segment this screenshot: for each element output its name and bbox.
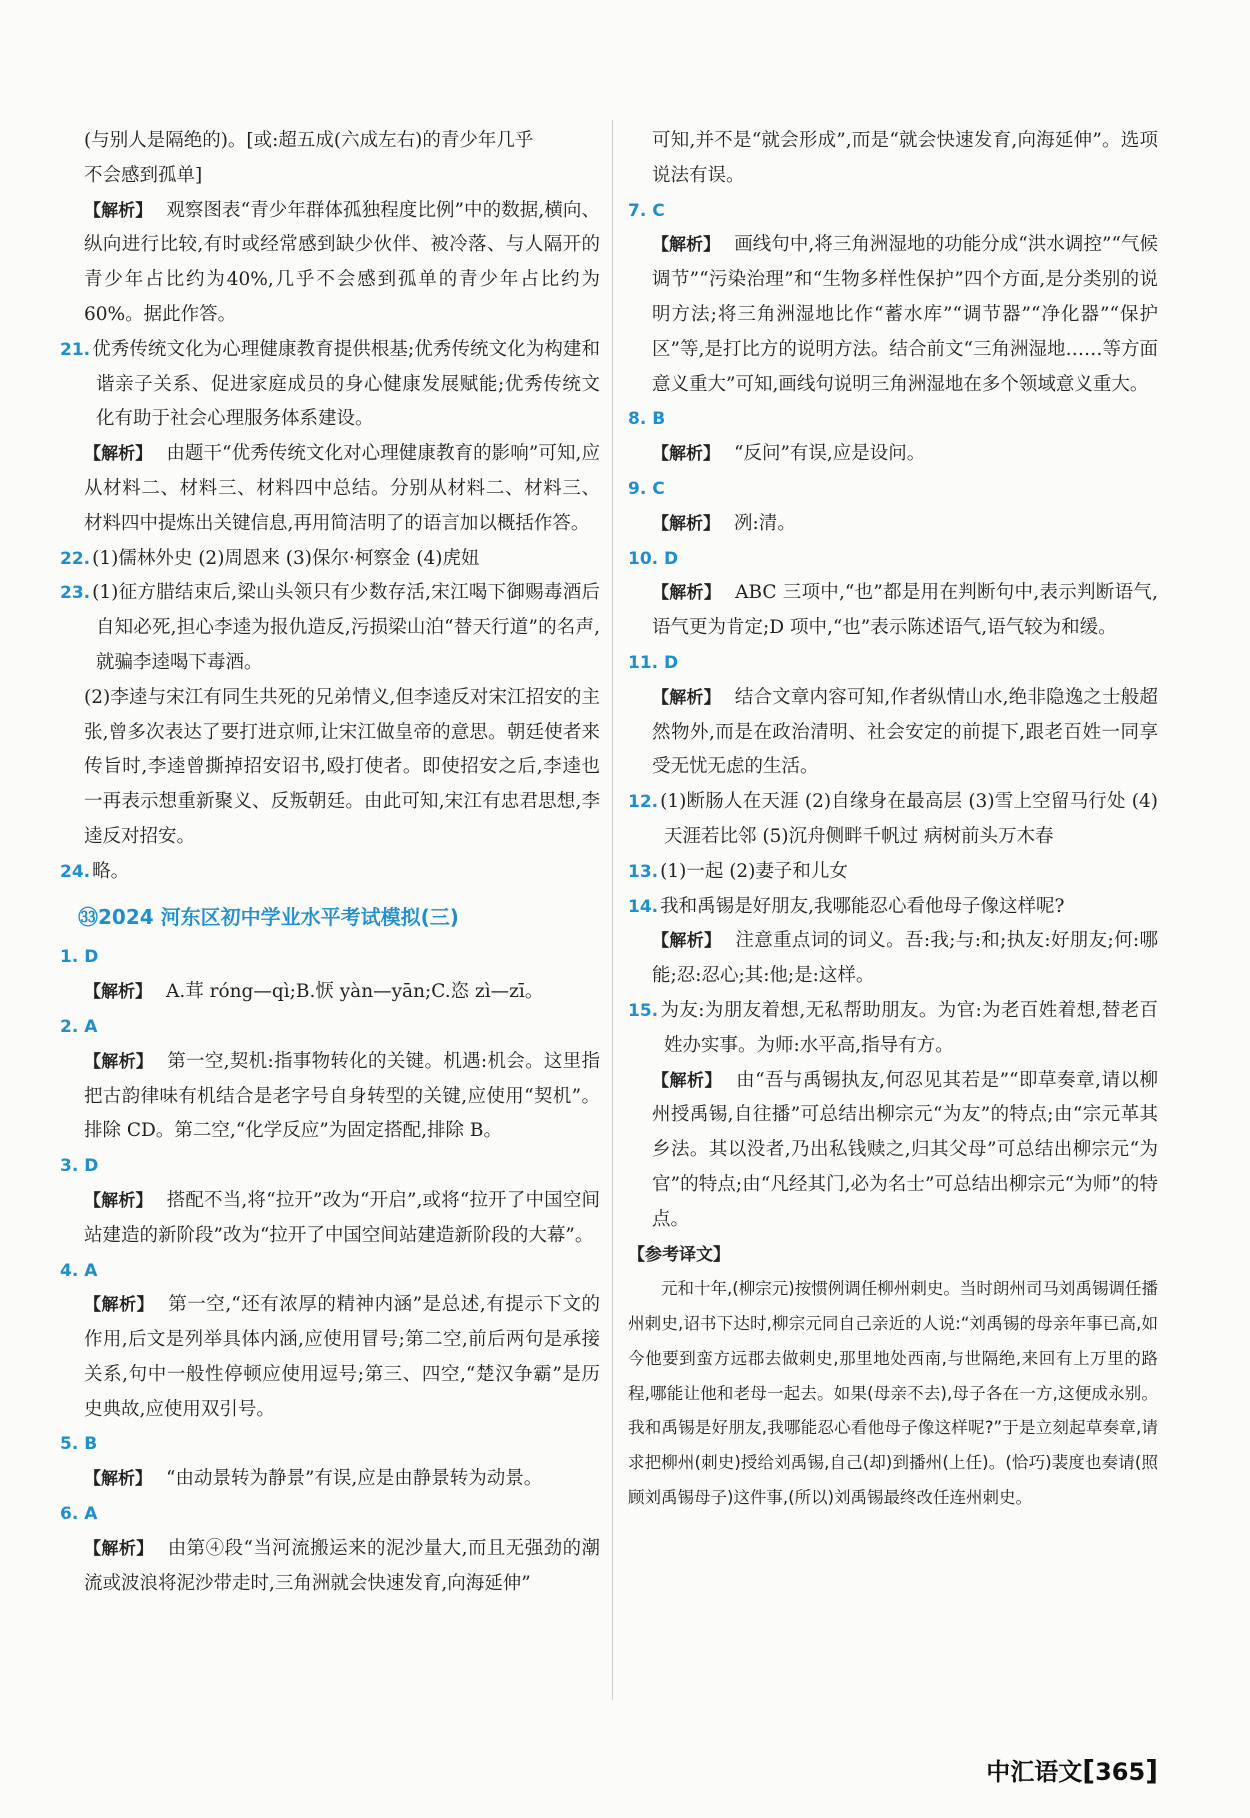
q22-answer: 22. (1)儒林外史 (2)周恩来 (3)保尔·柯察金 (4)虎妞 xyxy=(60,547,480,569)
q20-analysis: 【解析】 观察图表“青少年群体孤独程度比例”中的数据,横向、纵向进行比较,有时或经常感到缺少伙伴、被冷落、与人隔开的青少年占比约为40%,几乎不会感到孤单的青少年占比约为60%。据此作答。 xyxy=(84,199,600,325)
q3-analysis: 【解析】 搭配不当,将“拉开”改为“开启”,或将“拉开了中国空间站建造的新阶段”改为“拉开了中国空间站建造新阶段的大幕”。 xyxy=(84,1189,600,1246)
page-footer: 中汇语文[365] xyxy=(986,1754,1158,1787)
q12-answer: 12. (1)断肠人在天涯 (2)自缘身在最高层 (3)雪上空留马行处 (4)天涯若比邻 (5)沉舟侧畔千帆过 病树前头万木春 xyxy=(628,791,1158,847)
section-title: ㉝2024 河东区初中学业水平考试模拟(三) xyxy=(78,904,459,929)
q24-answer: 24. 略。 xyxy=(60,860,130,882)
column-divider xyxy=(612,120,613,1700)
q10-analysis: 【解析】 ABC 三项中,“也”都是用在判断句中,表示判断语气,语气更为肯定;D 项中,“也”表示陈述语气,语气较为和缓。 xyxy=(652,582,1158,639)
left-column xyxy=(60,124,600,1601)
q5-analysis: 【解析】 “由动景转为静景”有误,应是由静景转为动景。 xyxy=(84,1468,543,1490)
q21-answer: 21. 优秀传统文化为心理健康教育提供根基;优秀传统文化为构建和谐亲子关系、促进家庭成员的身心健康发展赋能;优秀传统文化有助于社会心理服务体系建设。 xyxy=(60,338,600,430)
q2-analysis: 【解析】 第一空,契机:指事物转化的关键。机遇:机会。这里指把古韵律味有机结合是老字号自身转型的关键,应使用“契机”。排除 CD。第二空,“化学反应”为固定搭配,排除 B。 xyxy=(84,1050,600,1142)
page-number: 365 xyxy=(1095,1758,1146,1786)
q6-answer: 6. A xyxy=(60,1504,98,1525)
q9-answer: 9. C xyxy=(628,478,665,499)
q1-analysis: 【解析】 A.茸 róng—qì;B.恹 yàn—yān;C.恣 zì—zī。 xyxy=(84,981,544,1003)
q7-analysis: 【解析】 画线句中,将三角洲湿地的功能分成“洪水调控”“气候调节”“污染治理”和“生物多样性保护”四个方面,是分类别的说明方法;将三角洲湿地比作“蓄水库”“调节器”“净化器”“保护区”等,是打比方的说明方法。结合前文“三角洲湿地……等方面意义重大”可知,画线句说明三角洲湿地在多个领域意义重大。 xyxy=(652,234,1158,395)
q6-analysis: 【解析】 由第④段“当河流搬运来的泥沙量大,而且无强劲的潮流或波浪将泥沙带走时,三角洲就会快速发育,向海延伸” xyxy=(84,1537,601,1594)
q8-answer: 8. B xyxy=(628,409,666,430)
book-name: 中汇语文 xyxy=(986,1758,1083,1786)
q4-answer: 4. A xyxy=(60,1260,98,1281)
q6-analysis-continued: 可知,并不是“就会形成”,而是“就会快速发育,向海延伸”。选项说法有误。 xyxy=(652,130,1158,186)
q15-analysis: 【解析】 由“吾与禹锡执友,何忍见其若是”“即草奏章,请以柳州授禹锡,自往播”可总结出柳宗元“为友”的特点;由“宗元革其乡法。其以没者,乃出私钱赎之,归其父母”可总结出柳宗元“为官”的特点;由“凡经其门,必为名士”可总结出柳宗元“为师”的特点。 xyxy=(652,1069,1159,1230)
reference-translation xyxy=(628,1272,1158,1516)
translation-text: 元和十年,(柳宗元)按惯例调任柳州刺史。当时朗州司马刘禹锡调任播州刺史,诏书下达时,柳宗元同自己亲近的人说:“刘禹锡的母亲年事已高,如今他要到蛮方远郡去做刺史,那里地处西南,与世隔绝,来回有上万里的路程,哪能让他和老母一起去。如果(母亲不去),母子各在一方,这便成永别。我和禹锡是好朋友,我哪能忍心看他母子像这样呢?”于是立刻起草奏章,请求把柳州(刺史)授给刘禹锡,自己(却)到播州(上任)。(恰巧)裴度也奏请(照顾刘禹锡母子)这件事,(所以)刘禹锡最终改任连州刺史。 xyxy=(628,1279,1158,1508)
q3-answer: 3. D xyxy=(60,1156,99,1177)
q23-answer-part2: (2)李逵与宋江有同生共死的兄弟情义,但李逵反对宋江招安的主张,曾多次表达了要打进京师,让宋江做皇帝的意思。朝廷使者来传旨时,李逵曾撕掉招安诏书,殴打使者。即使招安之后,李逵也一再表示想重新聚义、反叛朝廷。由此可知,宋江有忠君思想,李逵反对招安。 xyxy=(84,686,600,847)
q14-answer: 14. 我和禹锡是好朋友,我哪能忍心看他母子像这样呢? xyxy=(628,895,1065,917)
q4-analysis: 【解析】 第一空,“还有浓厚的精神内涵”是总述,有提示下文的作用,后文是列举具体内涵,应使用冒号;第二空,前后两句是承接关系,句中一般性停顿应使用逗号;第三、四空,“楚汉争霸”是历史典故,应使用双引号。 xyxy=(84,1294,600,1420)
q7-answer: 7. C xyxy=(628,200,665,221)
q10-answer: 10. D xyxy=(628,548,679,569)
q9-analysis: 【解析】 冽:清。 xyxy=(652,512,796,534)
q21-analysis: 【解析】 由题干“优秀传统文化对心理健康教育的影响”可知,应从材料二、材料三、材料四中总结。分别从材料二、材料三、材料四中提炼出关键信息,再用简洁明了的语言加以概括作答。 xyxy=(84,443,600,534)
q5-answer: 5. B xyxy=(60,1434,98,1455)
q20-answer-continued: (与别人是隔绝的)。[或:超五成(六成左右)的青少年几乎 不会感到孤单] xyxy=(84,130,534,186)
q2-answer: 2. A xyxy=(60,1016,98,1037)
q8-analysis: 【解析】 “反问”有误,应是设问。 xyxy=(652,443,926,465)
q23-answer: 23. (1)征方腊结束后,梁山头领只有少数存活,宋江喝下御赐毒酒后自知必死,担心李逵为报仇造反,污损梁山泊“替天行道”的名声,就骗李逵喝下毒酒。 xyxy=(60,582,600,673)
right-column xyxy=(628,124,1158,1516)
q11-answer: 11. D xyxy=(628,652,679,673)
reference-translation-title: 【参考译文】 xyxy=(628,1244,730,1265)
q1-answer: 1. D xyxy=(60,947,99,968)
q14-analysis: 【解析】 注意重点词的词义。吾:我;与:和;执友:好朋友;何:哪能;忍:忍心;其:他;是:这样。 xyxy=(652,930,1159,987)
q13-answer: 13. (1)一起 (2)妻子和儿女 xyxy=(628,860,848,882)
q11-analysis: 【解析】 结合文章内容可知,作者纵情山水,绝非隐逸之士般超然物外,而是在政治清明、社会安定的前提下,跟老百姓一同享受无忧无虑的生活。 xyxy=(652,686,1159,778)
q15-answer: 15. 为友:为朋友着想,无私帮助朋友。为官:为老百姓着想,替老百姓办实事。为师:水平高,指导有方。 xyxy=(628,999,1158,1056)
